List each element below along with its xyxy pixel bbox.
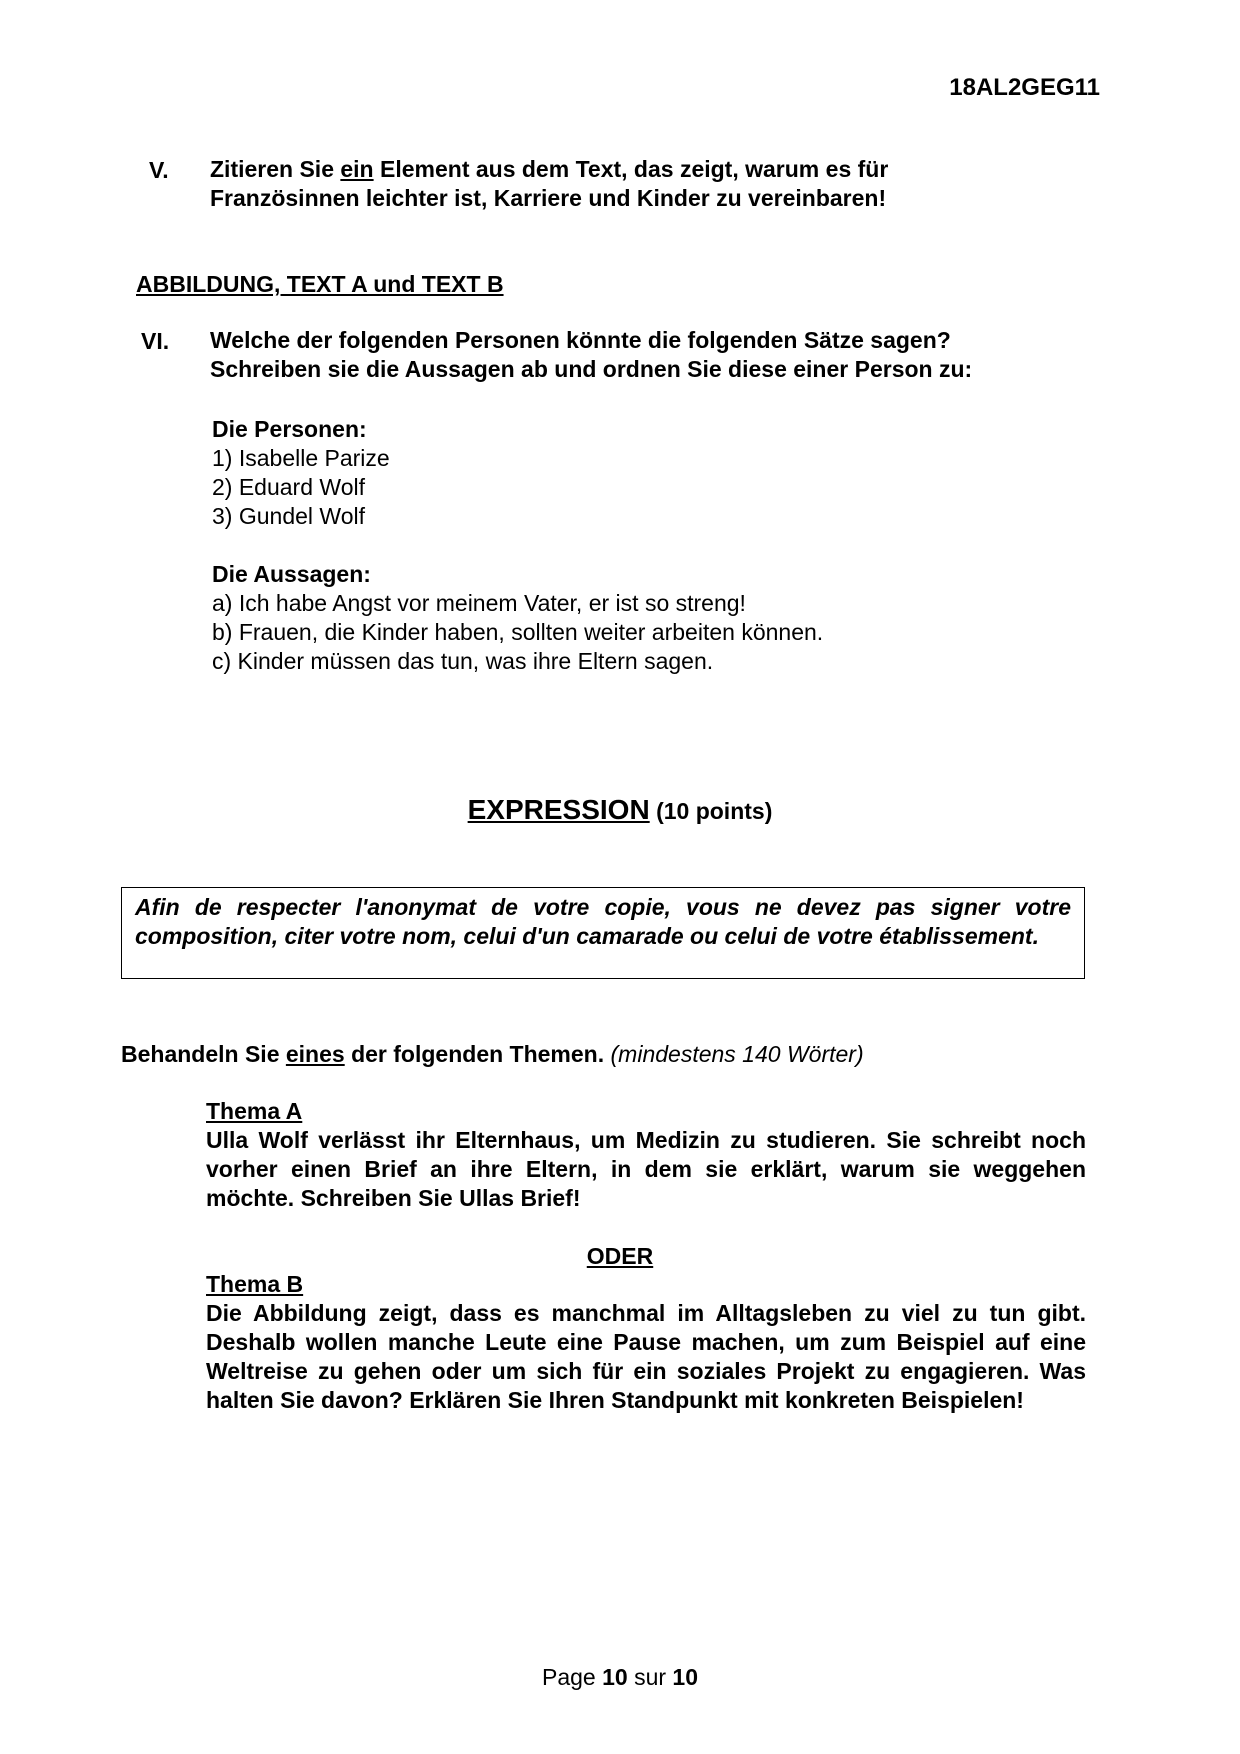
theme-b-title: Thema B (206, 1271, 304, 1297)
task-start: Behandeln Sie (121, 1041, 286, 1067)
theme-a-title: Thema A (206, 1098, 303, 1124)
statement-item: c) Kinder müssen das tun, was ihre Eltern sagen. (212, 648, 714, 674)
page-word: Page (541, 1664, 596, 1690)
question-vi-line2: Schreiben sie die Aussagen ab und ordnen Sie diese einer Person zu: (210, 356, 973, 382)
page-footer (0, 1664, 1240, 1691)
theme-b-text: Die Abbildung zeigt, dass es manchmal im Alltagsleben zu viel zu tun gibt. Deshalb wollen manche Leute eine Pause machen, um zum Beispiel auf eine Weltreise zu gehen oder um sich für ein soziales Projekt zu engagieren. Was halten Sie davon? Erklären Sie Ihren Standpunkt mit konkreten Beispielen! (206, 1300, 1086, 1413)
question-vi-text (210, 326, 972, 384)
statements-title: Die Aussagen: (212, 561, 371, 587)
person-item: 3) Gundel Wolf (212, 503, 365, 529)
expression-title: EXPRESSION (467, 794, 650, 825)
task-instruction (121, 1040, 864, 1069)
persons-title: Die Personen: (212, 416, 367, 442)
section-heading: ABBILDUNG, TEXT A und TEXT B (136, 271, 504, 297)
document-code: 18AL2GEG11 (949, 74, 1100, 101)
question-vi-number: VI. (141, 328, 170, 354)
statements-list (212, 560, 823, 676)
anonymity-notice-text: Afin de respecter l'anonymat de votre copie, vous ne devez pas signer votre composition, citer votre nom, celui d'un camarade ou celui de votre établissement. (135, 894, 1071, 949)
page-total: 10 (672, 1664, 699, 1690)
question-v-number: V. (149, 157, 169, 183)
page-separator: sur (634, 1664, 667, 1690)
persons-list (212, 415, 390, 531)
person-item: 1) Isabelle Parize (212, 445, 390, 471)
expression-heading (0, 794, 1240, 826)
question-v-line2: Französinnen leichter ist, Karriere und Kinder zu vereinbaren! (210, 185, 887, 211)
question-v-line1-start: Zitieren Sie (210, 156, 341, 182)
question-v-line1-end: Element aus dem Text, das zeigt, warum es für (373, 156, 889, 182)
expression-points: (10 points) (656, 798, 773, 824)
theme-a-block (206, 1097, 1086, 1213)
page-current: 10 (602, 1664, 628, 1690)
statement-item: a) Ich habe Angst vor meinem Vater, er ist so streng! (212, 590, 746, 616)
task-word-count: (mindestens 140 Wörter) (610, 1041, 864, 1067)
theme-a-text: Ulla Wolf verlässt ihr Elternhaus, um Medizin zu studieren. Sie schreibt noch vorher einen Brief an ihre Eltern, in dem sie erklärt, warum sie weggehen möchte. Schreiben Sie Ullas Brief! (206, 1127, 1086, 1211)
task-end: der folgenden Themen. (344, 1041, 605, 1067)
question-v-emphasis: ein (340, 156, 374, 182)
question-v-text (210, 155, 888, 213)
task-emphasis: eines (285, 1041, 345, 1067)
theme-b-block (206, 1270, 1086, 1415)
or-separator: ODER (586, 1243, 654, 1269)
statement-item: b) Frauen, die Kinder haben, sollten weiter arbeiten können. (212, 619, 824, 645)
question-vi-line1: Welche der folgenden Personen könnte die folgenden Sätze sagen? (210, 327, 951, 353)
person-item: 2) Eduard Wolf (212, 474, 365, 500)
anonymity-notice-box (121, 887, 1085, 979)
